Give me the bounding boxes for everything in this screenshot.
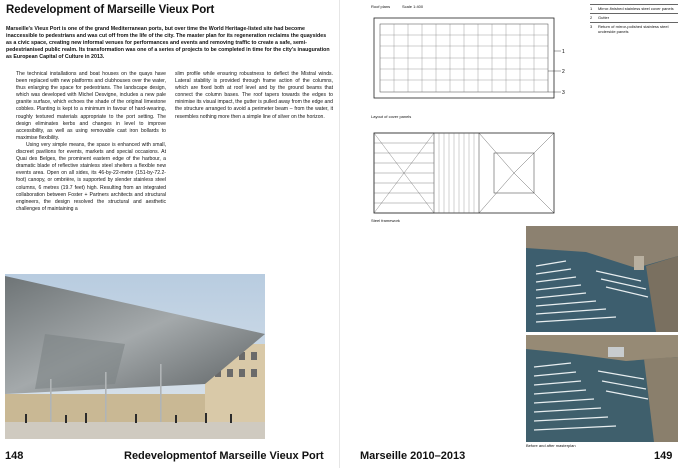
- roof-plans-label: Roof plans: [371, 4, 391, 9]
- aerial-photo-after: [526, 335, 678, 442]
- steel-framework-drawing: [371, 131, 571, 215]
- body-column-2: [175, 71, 333, 121]
- canopy-photo-image: [5, 274, 265, 439]
- callout-1: 1: [562, 49, 565, 55]
- body-paragraph: The technical installations and boat houses on the quays have been replaced with new platforms and clubhouses over the water, thus enlarging the space for pedestrians. The landscape design, which was developed with Michel Desvigne, includes a new pale granite surface, which echoes the shade of the original limestone cobbles. Planting is kept to a minimum in favour of hard-wearing, roughly textured materials appropriate to the port setting. The design eliminates kerbs and changes in level to improve accessibility, as well as using removable cast iron bollards to maximise flexibility.: [16, 71, 166, 141]
- steel-framework-plan: [371, 131, 571, 220]
- aerial-photo-after-image: [526, 335, 678, 442]
- spread-gutter: [339, 0, 340, 468]
- running-title-left: Redevelopmentof Marseille Vieux Port: [124, 450, 324, 462]
- cover-panels-plan: [371, 14, 571, 117]
- page-number-right: 149: [654, 450, 673, 462]
- body-column-1: [16, 71, 166, 213]
- canopy-photo: [5, 274, 265, 439]
- page-number-left: 148: [5, 450, 24, 462]
- body-paragraph: Using very simple means, the space is enhanced with small, discreet pavilions for events, markets and special occasions. At Quai des Belges, the prominent eastern edge of the harbour, a dramatic blade of reflective stainless steel shelters a flexible new events area. Open on all sides, its 46-by-22-metre (151-by-72.2-foot) canopy, or ombrière, is supported by slender stainless steel columns, 6 metres (19.7 feet) high. Resulting from an integrated collaboration between Foster + Partners architects and structural engineers, the design resolved the structural and aesthetic challenges of maintaining a: [16, 141, 166, 212]
- drawing-legend: [590, 4, 678, 36]
- running-title-right: Marseille 2010–2013: [360, 450, 466, 462]
- intro-paragraph: Marseille's Vieux Port is one of the grand Mediterranean ports, but over time the World Heritage-listed site had become inaccessible to pedestrians and was cut off from the life of the city. The master plan for its regeneration reclaims the quaysides as a civic space, creating new informal venues for performances and events and removing traffic to create a safe, semi-pedestrianised public realm. Its transformation was one of a series of projects to be completed in time for the city's inauguration as European Capital of Culture in 2013.: [6, 26, 330, 60]
- aerial-photo-before: [526, 226, 678, 332]
- cover-panels-plan-drawing: [371, 14, 571, 112]
- callout-3: 3: [562, 90, 565, 96]
- legend-item: 3 Return of mirror-polished stainless steel underside panels: [590, 22, 678, 36]
- body-paragraph: slim profile while ensuring robustness to deflect the Mistral winds. Lateral stability is provided through frame action of the columns, which are fixed both at roof level and by the ground beams that connect the column bases. The roof tapers towards the edges to minimise its visual impact, the gutter is pulled away from the edge and the structure arranged to avoid a perimeter beam – from the water, it resembles nothing more then a simple line of silver on the horizon.: [175, 71, 333, 120]
- caption-cover-panels: Layout of cover panels: [371, 114, 412, 119]
- scale-label: Scale 1:400: [402, 4, 424, 9]
- caption-aerials: Before and after masterplan: [526, 443, 576, 448]
- callout-2: 2: [562, 69, 565, 75]
- article-title: Redevelopment of Marseille Vieux Port: [6, 4, 215, 16]
- aerial-photo-before-image: [526, 226, 678, 332]
- legend-item: 1 Mirror-finished stainless steel cover panels: [590, 4, 678, 13]
- legend-item: 2 Gutter: [590, 13, 678, 22]
- caption-steel-framework: Steel framework: [371, 218, 400, 223]
